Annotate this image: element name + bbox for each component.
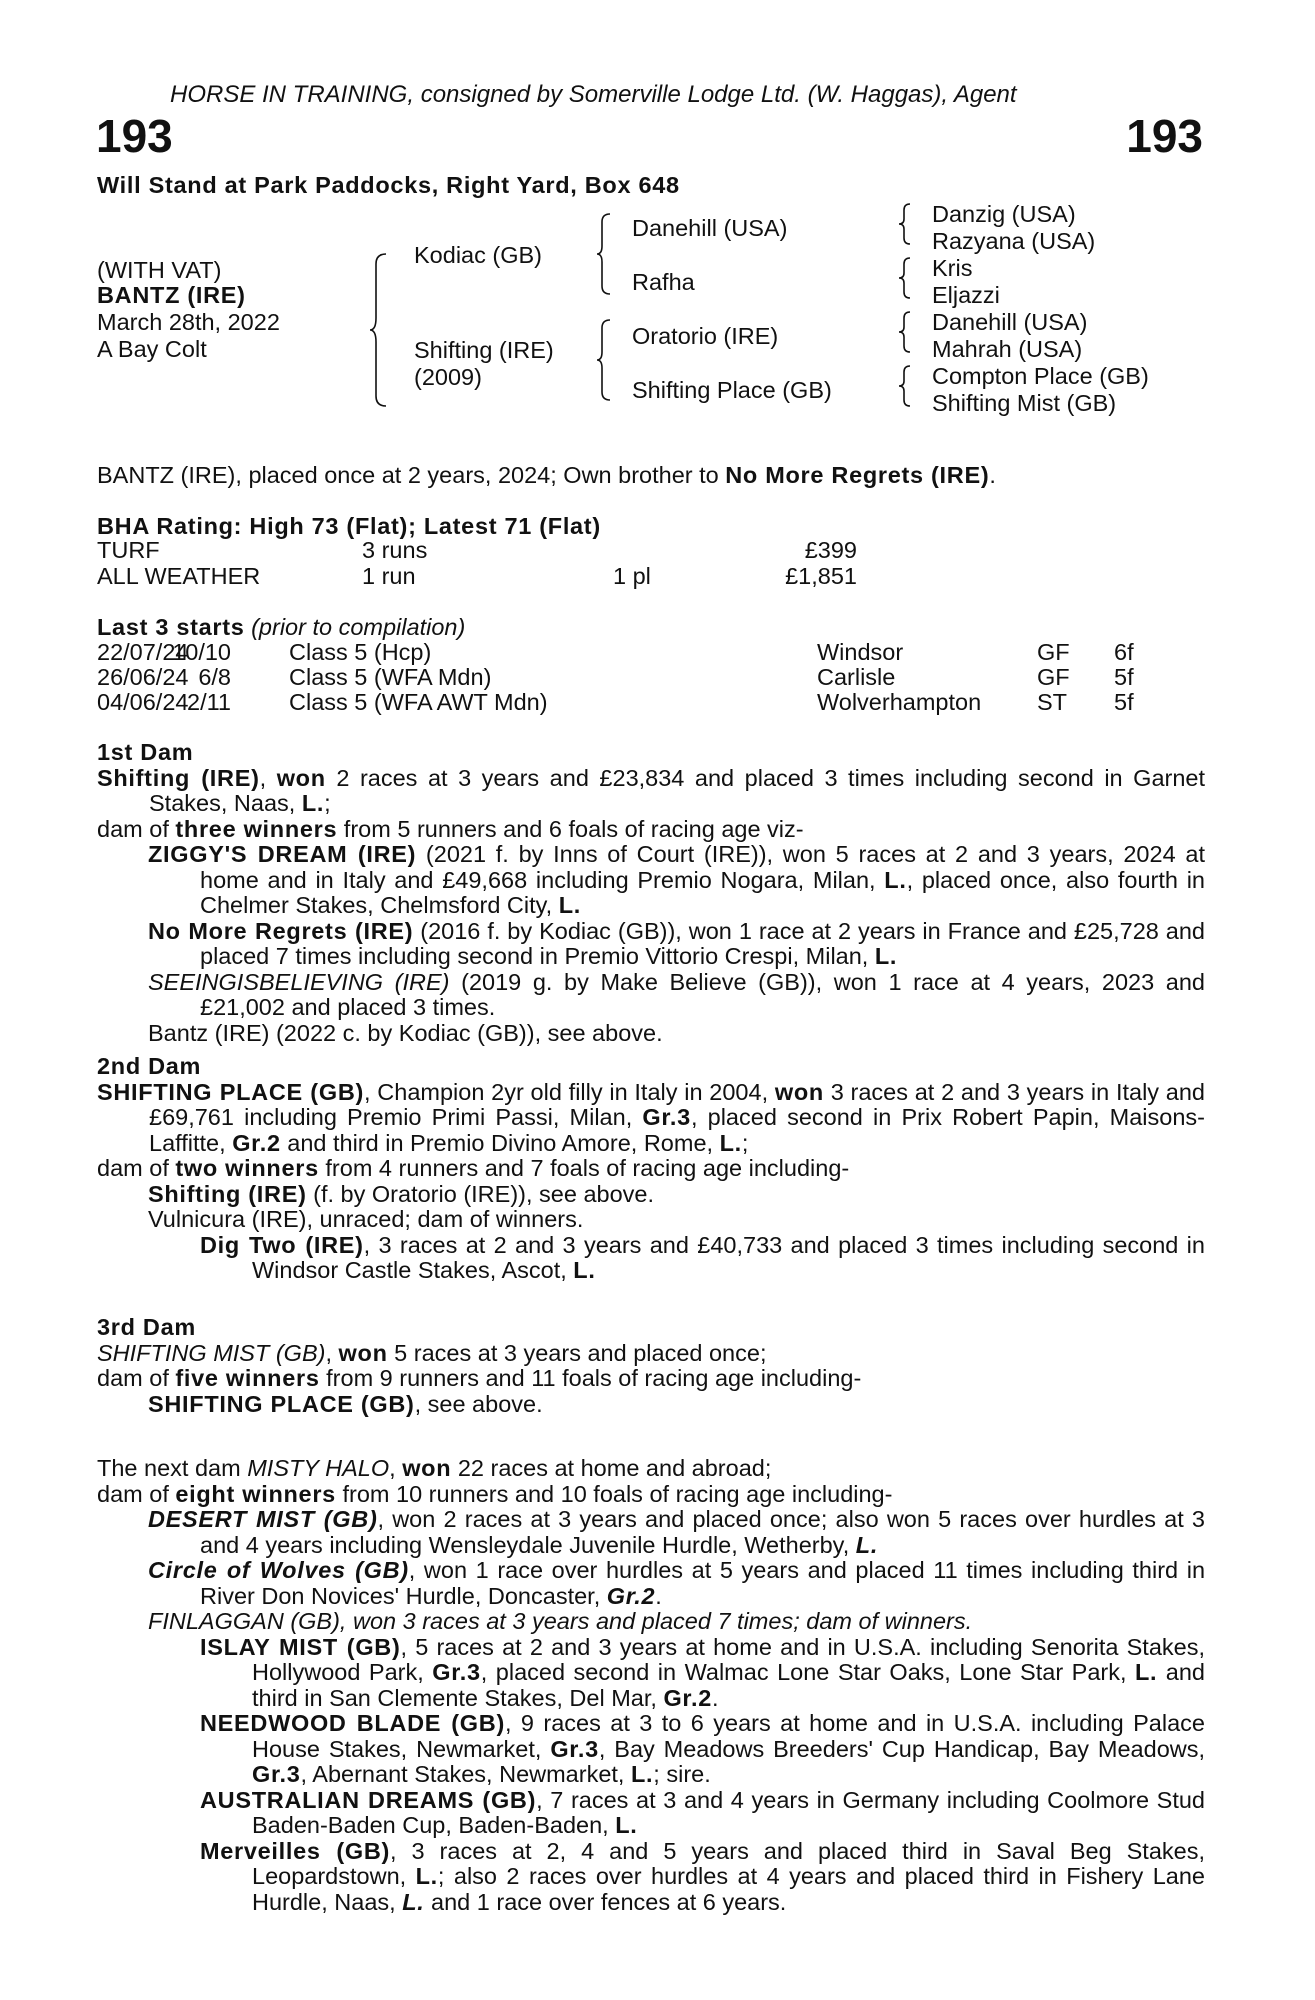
start-date: 22/07/24: [97, 639, 189, 665]
produce-text: , Abernant Stakes, Newmarket,: [300, 1761, 631, 1787]
first-dam-record: Shifting (IRE), won 2 races at 3 years and £23,834 and placed 3 times including second in Garnet Stakes, Naas, L.;: [97, 764, 1206, 816]
produce-name: DESERT MIST (GB): [148, 1506, 378, 1532]
produce-name: NEEDWOOD BLADE (GB): [200, 1710, 505, 1736]
listed-mark: L.: [558, 892, 581, 918]
start-position: 6/8: [198, 664, 231, 690]
produce-text: and third in San Clemente Stakes, Del Mar,: [252, 1659, 1205, 1711]
summary-brother: No More Regrets (IRE): [725, 462, 990, 488]
start-race: Class 5 (WFA AWT Mdn): [289, 689, 548, 715]
winners-count: three winners: [175, 815, 338, 842]
produce-item: [97, 842, 1205, 919]
pedigree-dam: Shifting (IRE): [414, 337, 554, 363]
listed-mark: L.: [719, 1129, 742, 1156]
pedigree-brace-g3: [900, 310, 914, 354]
produce-text-end: ; sire.: [653, 1761, 711, 1787]
group-mark: Gr.2: [606, 1582, 656, 1609]
produce-item: [97, 1182, 1205, 1208]
pedigree-sire: Kodiac (GB): [414, 242, 542, 268]
rating-surface: ALL WEATHER: [97, 563, 261, 589]
vat-note: (WITH VAT): [97, 257, 222, 283]
produce-text: (2019 g. by Make Believe (GB)), won 1 race at 4 years, 2023 and £21,002 and placed 3 times.: [200, 968, 1205, 1020]
pedigree-brace-g4: [900, 364, 914, 408]
consignment-line: HORSE IN TRAINING, consigned by Somerville Lodge Ltd. (W. Haggas), Agent: [170, 81, 1017, 108]
produce-name: SHIFTING PLACE (GB): [148, 1390, 415, 1417]
fourth-dam-text: 22 races at home and abroad;: [451, 1455, 772, 1481]
first-dam-name: Shifting (IRE): [97, 764, 260, 791]
dam-of-text: dam of: [97, 1155, 176, 1181]
fourth-dam-produce-summary: [97, 1482, 1205, 1508]
group-mark: Gr.3: [432, 1659, 481, 1685]
listed-mark: L.: [1134, 1659, 1158, 1685]
grand-produce-item: [97, 1635, 1205, 1712]
group-mark: Gr.3: [642, 1104, 691, 1130]
produce-item: FINLAGGAN (GB), won 3 races at 3 years and placed 7 times; dam of winners.: [148, 1608, 973, 1634]
start-course: Carlisle: [817, 664, 896, 690]
third-dam-produce-summary: [97, 1366, 1205, 1392]
fourth-dam-name: MISTY HALO: [247, 1455, 390, 1481]
produce-text: , placed second in Walmac Lone Star Oaks, Lone Star Park,: [480, 1659, 1135, 1685]
pedigree-gen3-2: Razyana (USA): [932, 228, 1096, 254]
starts-note: (prior to compilation): [251, 614, 466, 640]
start-position: 10/10: [172, 639, 231, 665]
horse-description: A Bay Colt: [97, 336, 207, 362]
rating-earnings: £1,851: [785, 563, 857, 589]
listed-mark: L.: [884, 866, 907, 893]
rating-row-all-weather: [97, 564, 857, 589]
produce-text: , won 2 races at 3 years and placed once; also won 5 races over hurdles at 3 and 4 years including Wensleydale Juvenile Hurdle, Wetherby,: [200, 1506, 1205, 1558]
rating-earnings: £399: [804, 537, 857, 563]
start-race: Class 5 (WFA Mdn): [289, 664, 492, 690]
listed-mark: L.: [301, 790, 325, 816]
start-distance: 5f: [1114, 664, 1134, 690]
produce-name: Merveilles (GB): [200, 1837, 391, 1864]
produce-item: [97, 1558, 1205, 1609]
produce-text: , 7 races at 3 and 4 years in Germany including Coolmore Stud Baden-Baden Cup, Baden-Baden,: [252, 1786, 1205, 1838]
produce-name: AUSTRALIAN DREAMS (GB): [200, 1786, 537, 1813]
start-distance: 6f: [1114, 639, 1134, 665]
produce-text: , Bay Meadows Breeders' Cup Handicap, Bay Meadows,: [598, 1735, 1206, 1762]
listed-mark: L.: [631, 1761, 654, 1787]
third-dam-text: 5 races at 3 years and placed once;: [387, 1339, 767, 1366]
second-dam-text: , Champion 2yr old filly in Italy in 2004,: [364, 1078, 775, 1105]
dam-of-post: from 9 runners and 11 foals of racing age including-: [319, 1365, 862, 1391]
start-position: 2/11: [187, 689, 231, 715]
produce-text: , 3 races at 2 and 3 years and £40,733 and placed 3 times including second in Windsor Castle Stakes, Ascot,: [252, 1231, 1205, 1283]
produce-text-end: .: [655, 1582, 662, 1609]
start-course: Windsor: [817, 639, 904, 665]
produce-text-end: .: [711, 1684, 719, 1711]
second-dam-text: 3 races at 2 and 3 years in Italy and £69,761 including Premio Primi Passi, Milan,: [149, 1078, 1205, 1130]
start-row: [97, 690, 1137, 715]
summary-end: .: [989, 462, 996, 488]
produce-name: ZIGGY'S DREAM (IRE): [148, 841, 417, 867]
winners-count: eight winners: [175, 1480, 336, 1507]
dam-of-text: dam of: [97, 1480, 176, 1507]
pedigree-brace-g2: [900, 256, 914, 300]
dam-of-post: from 4 runners and 7 foals of racing age including-: [318, 1155, 850, 1181]
starts-title: Last 3 starts: [97, 614, 245, 640]
group-mark: Gr.3: [550, 1735, 599, 1762]
first-dam-text: 2 races at 3 years and £23,834 and placed 3 times including second in Garnet Stakes, Naas,: [149, 764, 1206, 816]
lot-number-left: 193: [96, 110, 173, 162]
second-dam-heading: 2nd Dam: [97, 1053, 202, 1079]
pedigree-gen3-7: Compton Place (GB): [932, 363, 1149, 389]
produce-item: [97, 1392, 1205, 1418]
rating-runs: 3 runs: [362, 537, 428, 563]
grand-produce-item: [97, 1711, 1205, 1788]
second-dam-text: and third in Premio Divino Amore, Rome,: [280, 1129, 720, 1156]
pedigree-brace-sire: [598, 212, 614, 296]
produce-text: , placed once, also fourth in Chelmer Stakes, Chelmsford City,: [200, 866, 1205, 918]
produce-text: (2021 f. by Inns of Court (IRE)), won 5 races at 2 and 3 years, 2024 at home and in Italy and £49,668 including Premio Nogara, Milan,: [200, 841, 1205, 893]
rating-surface: TURF: [97, 537, 160, 563]
start-row: [97, 665, 1137, 690]
produce-name: ISLAY MIST (GB): [200, 1633, 401, 1660]
listed-mark: L.: [615, 1812, 638, 1838]
group-mark: Gr.3: [252, 1761, 301, 1787]
horse-name: BANTZ (IRE): [97, 282, 246, 308]
start-row: [97, 640, 1137, 665]
produce-text: (2016 f. by Kodiac (GB)), won 1 race at 2 years in France and £25,728 and placed 7 times including second in Premio Vittorio Crespi, Milan,: [200, 917, 1205, 969]
second-dam-section: [97, 1054, 1205, 1284]
produce-item: Bantz (IRE) (2022 c. by Kodiac (GB)), see above.: [148, 1019, 663, 1046]
pedigree-gen3-1: Danzig (USA): [932, 201, 1076, 227]
third-dam-name: SHIFTING MIST (GB): [97, 1339, 326, 1366]
third-dam-won: won: [338, 1339, 388, 1366]
pedigree-dam-year: (2009): [414, 364, 482, 390]
third-dam-heading: 3rd Dam: [97, 1314, 196, 1340]
dam-of-post: from 5 runners and 6 foals of racing age viz-: [337, 815, 804, 842]
produce-text: , see above.: [414, 1390, 543, 1417]
produce-text: , 3 races at 2, 4 and 5 years and placed third in Saval Beg Stakes, Leopardstown,: [252, 1837, 1205, 1889]
produce-name: Shifting (IRE): [148, 1180, 307, 1207]
second-dam-produce-summary: [97, 1156, 1205, 1182]
pedigree-brace-dam: [598, 318, 614, 402]
first-dam-text-end: ;: [324, 790, 331, 816]
first-dam-heading: 1st Dam: [97, 739, 194, 765]
produce-text: (f. by Oratorio (IRE)), see above.: [306, 1180, 655, 1207]
produce-text: , 9 races at 3 to 6 years at home and in U.S.A. including Palace House Stakes, Newmarket,: [252, 1710, 1205, 1762]
produce-text: ; also 2 races over hurdles at 4 years and placed third in Fishery Lane Hurdle, Naas,: [252, 1863, 1205, 1915]
lot-number-right: 193: [1126, 110, 1203, 162]
rating-row-turf: [97, 538, 857, 563]
dam-of-post: from 10 runners and 10 foals of racing age including-: [335, 1480, 893, 1507]
winners-count: five winners: [175, 1365, 320, 1391]
first-dam-section: [97, 740, 1205, 1046]
fourth-dam-record: [97, 1456, 1205, 1482]
produce-text: , 5 races at 2 and 3 years at home and in U.S.A. including Senorita Stakes, Hollywood Park,: [252, 1633, 1205, 1685]
pedigree-brace-main: [372, 252, 392, 408]
pedigree-gen3-6: Mahrah (USA): [932, 336, 1083, 362]
listed-mark: L.: [402, 1888, 425, 1915]
second-dam-text: ;: [741, 1129, 749, 1156]
pedigree-brace-g1: [900, 202, 914, 246]
grand-produce-item: [97, 1233, 1205, 1284]
produce-name: Dig Two (IRE): [200, 1231, 364, 1258]
summary-line: [97, 463, 996, 489]
rating-title: BHA Rating: High 73 (Flat); Latest 71 (Flat): [97, 513, 601, 539]
pedigree-gen3-4: Eljazzi: [932, 282, 1000, 308]
starts-heading: [97, 615, 465, 641]
start-going: ST: [1037, 689, 1068, 715]
produce-name: Circle of Wolves (GB): [148, 1557, 409, 1583]
stand-location: Will Stand at Park Paddocks, Right Yard, Box 648: [97, 172, 680, 198]
produce-item: [97, 919, 1205, 970]
fourth-dam-intro: The next dam: [97, 1455, 248, 1481]
start-going: GF: [1037, 664, 1070, 690]
pedigree-gen3-3: Kris: [932, 255, 973, 281]
produce-text-end: and 1 race over fences at 6 years.: [424, 1888, 787, 1915]
first-dam-won: won: [276, 764, 326, 791]
produce-item: [97, 1507, 1205, 1558]
second-dam-text: , placed second in Prix Robert Papin, Maisons-Laffitte,: [149, 1104, 1205, 1156]
second-dam-name: SHIFTING PLACE (GB): [97, 1078, 365, 1105]
pedigree-gen3-5: Danehill (USA): [932, 309, 1088, 335]
listed-mark: L.: [855, 1531, 879, 1558]
start-course: Wolverhampton: [817, 689, 982, 715]
pedigree-dam-dam: Shifting Place (GB): [632, 377, 832, 403]
rating-placed: 1 pl: [613, 563, 651, 589]
grand-produce-item: [97, 1788, 1205, 1839]
produce-item: Vulnicura (IRE), unraced; dam of winners.: [148, 1206, 584, 1232]
produce-text: , won 1 race over hurdles at 5 years and placed 11 times including third in River Don Novices' Hurdle, Doncaster,: [200, 1557, 1206, 1609]
rating-runs: 1 run: [362, 563, 416, 589]
start-date: 04/06/24: [97, 689, 189, 715]
pedigree-sire-dam: Rafha: [632, 269, 695, 295]
start-distance: 5f: [1114, 689, 1134, 715]
start-going: GF: [1037, 639, 1070, 665]
produce-item: [97, 970, 1205, 1021]
second-dam-record: [97, 1080, 1205, 1157]
group-mark: Gr.2: [232, 1129, 281, 1156]
third-dam-record: [97, 1341, 1205, 1367]
pedigree-dam-sire: Oratorio (IRE): [632, 323, 779, 349]
grand-produce-item: [97, 1839, 1205, 1916]
start-race: Class 5 (Hcp): [289, 639, 432, 665]
third-dam-text: ,: [325, 1339, 339, 1366]
fourth-dam-text: ,: [389, 1455, 403, 1481]
listed-mark: L.: [573, 1257, 596, 1283]
fourth-dam-section: [97, 1456, 1205, 1915]
foaling-date: March 28th, 2022: [97, 309, 280, 335]
fourth-dam-won: won: [402, 1455, 452, 1481]
group-mark: Gr.2: [663, 1684, 712, 1711]
pedigree-gen3-8: Shifting Mist (GB): [932, 390, 1117, 416]
produce-name: No More Regrets (IRE): [148, 917, 414, 944]
dam-of-text: dam of: [97, 1365, 176, 1391]
listed-mark: L.: [415, 1863, 438, 1889]
dam-of-text: dam of: [97, 815, 176, 842]
summary-text: BANTZ (IRE), placed once at 2 years, 2024; Own brother to: [97, 462, 726, 488]
start-date: 26/06/24: [97, 664, 189, 690]
produce-name: SEEINGISBELIEVING (IRE): [148, 968, 450, 995]
winners-count: two winners: [175, 1155, 319, 1181]
listed-mark: L.: [874, 943, 898, 969]
third-dam-section: [97, 1315, 1205, 1417]
second-dam-won: won: [774, 1078, 824, 1105]
pedigree-sire-sire: Danehill (USA): [632, 215, 788, 241]
first-dam-produce-summary: [97, 817, 1205, 843]
